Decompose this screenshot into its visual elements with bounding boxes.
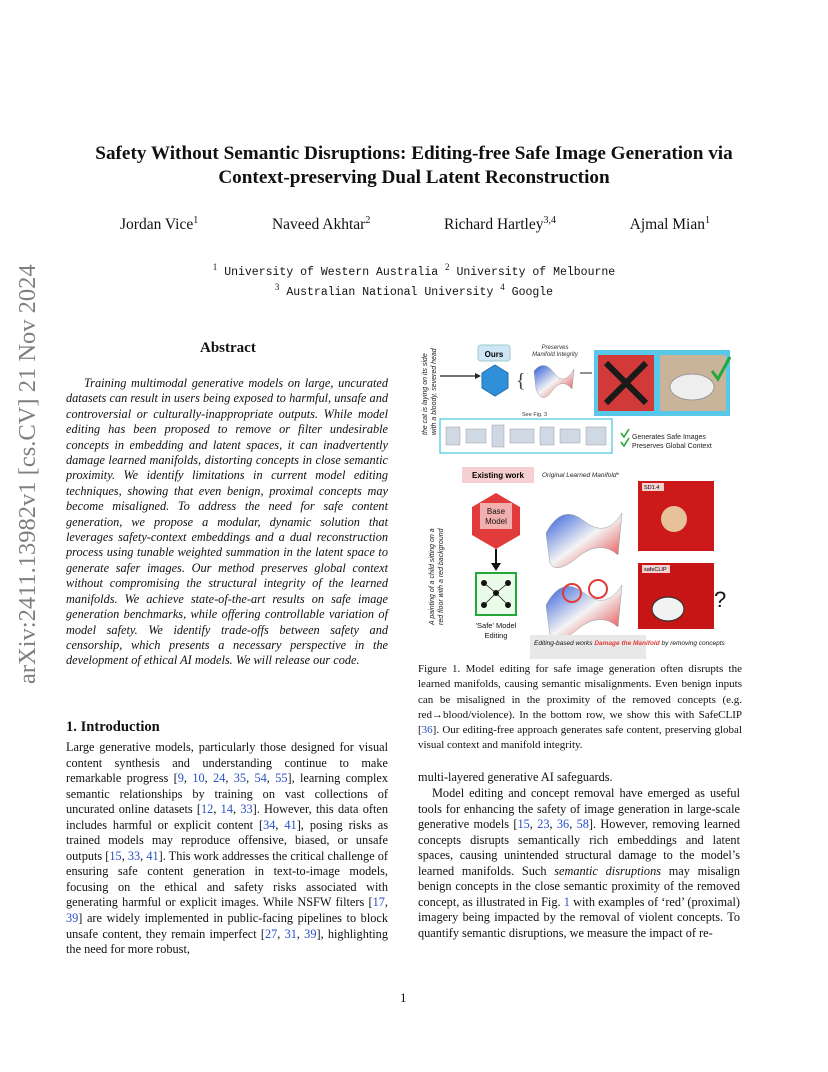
citation-link[interactable]: 41 — [146, 848, 159, 863]
generates-labels — [632, 434, 712, 450]
dog-figure — [652, 597, 684, 621]
manifold-plot-original — [546, 513, 622, 568]
citation-link[interactable]: 39 — [66, 911, 79, 926]
svg-text:'Safe' Model: 'Safe' Model — [475, 621, 517, 630]
author-4: Ajmal Mian$^1$ — [629, 214, 710, 233]
citation-link[interactable]: 14 — [220, 802, 233, 817]
svg-text:Base: Base — [486, 507, 506, 516]
svg-text:Generates Safe Images: Generates Safe Images — [632, 434, 706, 441]
svg-text:red floor with a red backgroun: red floor with a red background — [438, 528, 445, 625]
safeclip-label: safeCLIP — [644, 567, 667, 573]
arrow-head — [491, 563, 501, 571]
citation-link[interactable]: 33 — [127, 848, 141, 863]
svg-text:with a bloody, severed head: with a bloody, severed head — [431, 348, 438, 435]
citation-link[interactable]: 58 — [576, 817, 589, 832]
citation-link[interactable]: 23 — [537, 817, 550, 832]
svg-text:Editing: Editing — [484, 631, 508, 640]
affiliations-line-2: $^3$ Australian National University $^4$ Google — [274, 282, 554, 299]
ours-label: Ours — [484, 350, 504, 359]
svg-text:Model: Model — [485, 517, 507, 526]
brace-icon: { — [516, 370, 526, 392]
existing-work-label: Existing work — [471, 471, 525, 480]
citation-link[interactable]: 17 — [372, 895, 385, 910]
citation-link[interactable]: 55 — [275, 771, 288, 786]
svg-text:Manifold Integrity: Manifold Integrity — [532, 352, 578, 358]
citation-link[interactable]: 34 — [263, 817, 276, 832]
abstract-heading: Abstract — [200, 340, 256, 356]
arrow-head — [475, 373, 481, 379]
see-fig-label: See Fig. 3 — [522, 412, 548, 418]
check-icon — [621, 429, 629, 446]
intro-paragraph-2: Model editing and concept removal have emerged as useful tools for enhancing the safety of image generation in large-scale generative models [15, 23, 36, 58]. However, removing learned concepts disrupts semantically rich embeddings and latent spaces, causing unintended structural damage to the model’s learned manifolds. Such semantic disruptions may misalign benign concepts in the close semantic proximity of the removed concept, as illustrated in Fig. 1 with examples of ‘red’ (proximal) imagery being impacted by the removal of violent concepts. To quantify semantic disruptions, we measure the impact of re- — [418, 786, 740, 940]
figure-reference-link[interactable]: 1 — [563, 894, 570, 909]
citation-link[interactable]: 39 — [304, 926, 317, 941]
citation-link[interactable]: 36 — [556, 817, 570, 832]
arxiv-identifier: arXiv:2411.13982v1 [cs.CV] 21 Nov 2024 — [14, 264, 41, 684]
safe-model-label — [476, 621, 517, 640]
citation-link[interactable]: 27 — [264, 926, 278, 941]
figure-1 — [412, 343, 744, 663]
base-model-label — [485, 507, 507, 526]
citation-link[interactable]: 15 — [109, 848, 122, 863]
citation-link[interactable]: 31 — [284, 926, 297, 941]
original-manifold-label: Original Learned Manifold* — [542, 472, 619, 479]
citation-link[interactable]: 15 — [517, 817, 530, 832]
damage-note: Editing-based works Damage the Manifold by removing concepts — [534, 640, 725, 647]
author-3: Richard Hartley$^{3,4}$ — [444, 214, 556, 233]
abstract-body: Training multimodal generative models on large, uncurated datasets can result in users being exposed to harmful, unsafe and controversial or culturally-inappropriate outputs. While model editing has been proposed to remove or filter undesirable concepts in embedding and latent spaces, it can inadvertently damage learned manifolds, distorting concepts in close semantic proximity. We identify limitations in current model editing techniques, showing that even benign, proximal concepts may become misaligned. To address the need for safe content generation, we propose a modular, dynamic solution that leverages safety-context embeddings and a dual reconstruction process using tunable weighted summation in the latent space to generate safer images. Our method preserves global context without compromising the structural integrity of the learned manifolds. We achieve state-of-the-art results on safe image generation benchmarks, while offering controllable variation of model safety. We identify trade-offs between safety and censorship, which presents a necessary perspective in the development of ethical AI models. We will release our code. — [66, 376, 388, 668]
svg-text:Preserves: Preserves — [541, 345, 569, 351]
question-mark-icon: ? — [714, 587, 727, 612]
citation-link[interactable]: 33 — [240, 802, 253, 817]
svg-text:the cat is laying on its side: the cat is laying on its side — [422, 353, 429, 435]
prompt-top-text — [422, 347, 438, 435]
manifold-plot-preserved — [534, 365, 574, 397]
citation-link[interactable]: 24 — [213, 771, 226, 786]
author-list — [120, 216, 710, 234]
child-figure — [661, 506, 687, 532]
affiliations-line-1: $^1$ University of Western Australia $^2$ University of Melbourne — [212, 262, 616, 279]
citation-link[interactable]: 10 — [192, 771, 205, 786]
svg-text:A painting of a child sitting: A painting of a child sitting on a — [429, 528, 436, 625]
prompt-bottom-text — [429, 527, 445, 626]
preserves-label — [532, 345, 579, 358]
title-line-2: Context-preserving Dual Latent Reconstruction — [218, 167, 610, 188]
citation-link[interactable]: 12 — [201, 802, 214, 817]
intro-paragraph-1-continued: multi-layered generative AI safeguards. — [418, 770, 613, 784]
citation-link[interactable]: 54 — [254, 771, 267, 786]
author-2: Naveed Akhtar$^2$ — [271, 214, 371, 233]
citation-link[interactable]: 36 — [421, 724, 433, 737]
damage-marker-icon — [589, 580, 607, 598]
manifold-plot-damaged — [546, 585, 622, 640]
section-heading-introduction: 1. Introduction — [66, 719, 160, 735]
intro-paragraph-1: Large generative models, particularly those designed for visual content synthesis and understanding continue to make remarkable progress [9, 10, 24, 35, 54, 55], learning complex semantic relationships by training on vast collections of uncurated online datasets [12, 14, 33]. However, this data often includes harmful or explicit content [34, 41], posing risks as trained models may reproduce offensive, biased, or unsafe outputs [15, 33, 41]. This work addresses the critical challenge of ensuring safe content generation in text-to-image models, focusing on the ethical and safety risks associated with generating harmful or explicit images. While NSFW filters [17, 39] are widely implemented in public-facing pipelines to block unsafe content, they remain imperfect [27, 31, 39], highlighting the need for more robust, — [66, 740, 388, 957]
cat-figure — [670, 374, 714, 400]
ours-model-icon — [482, 365, 508, 396]
citation-link[interactable]: 9 — [177, 771, 184, 786]
citation-link[interactable]: 41 — [284, 817, 297, 832]
sd14-label: SD1.4 — [644, 485, 660, 491]
figure-caption: Figure 1. Model editing for safe image generation often disrupts the learned manifolds, causing semantic misalignments. Even benign inputs can be misaligned in the proximity of the removed concepts (e.g. red→blood/violence). In the bottom row, we show this with SafeCLIP [36]. Our editing-free approach generates safe content, preserving global visual context and manifold integrity. — [418, 663, 742, 752]
author-1: Jordan Vice$^1$ — [120, 214, 199, 233]
citation-link[interactable]: 35 — [233, 771, 247, 786]
title-line-1: Safety Without Semantic Disruptions: Editing-free Safe Image Generation via — [95, 143, 733, 164]
page-number: 1 — [400, 990, 407, 1005]
damage-note-box — [530, 635, 646, 659]
paper-title — [60, 142, 768, 190]
svg-text:Preserves Global Context: Preserves Global Context — [632, 443, 712, 450]
